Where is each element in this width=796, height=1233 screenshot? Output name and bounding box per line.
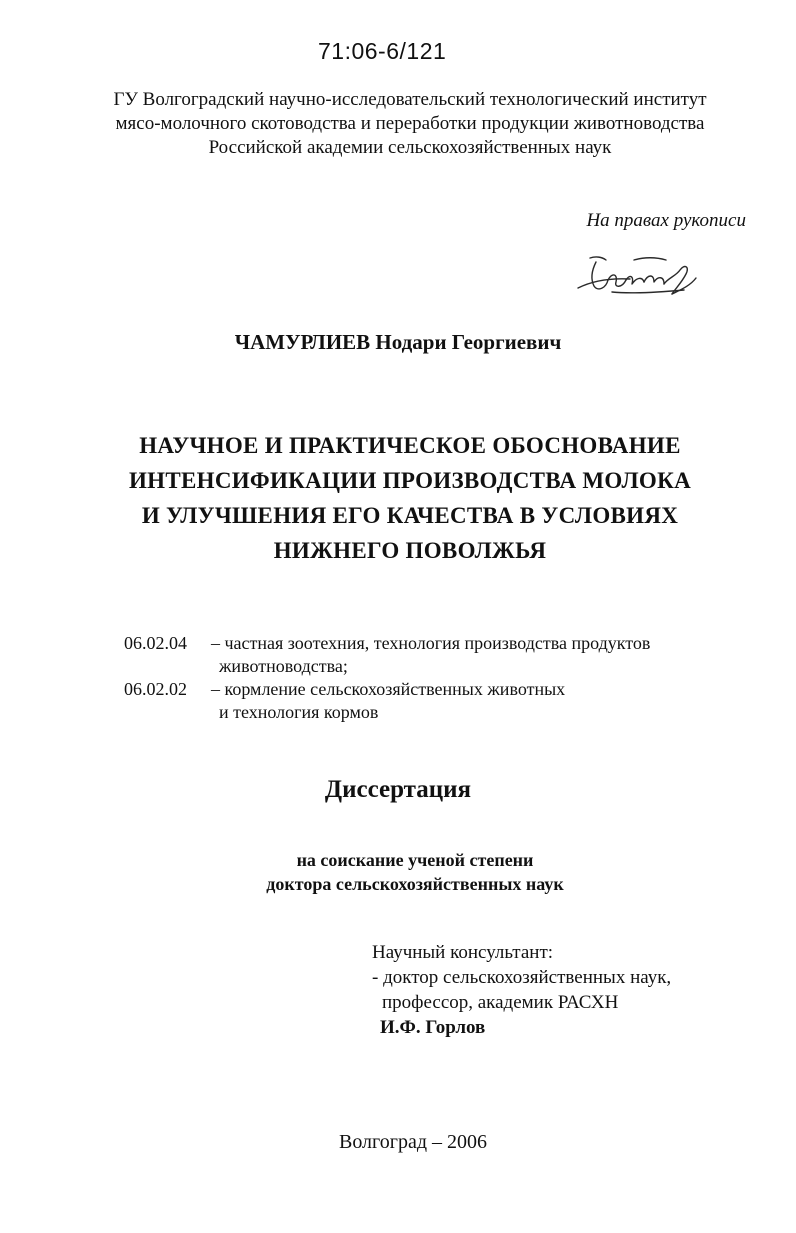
consultant-position: профессор, академик РАСХН (382, 992, 619, 1013)
title-line: ИНТЕНСИФИКАЦИИ ПРОИЗВОДСТВА МОЛОКА (128, 468, 691, 493)
specialty-description (211, 632, 724, 678)
degree-line: на соискание ученой степени (296, 850, 534, 870)
title-line: НАУЧНОЕ И ПРАКТИЧЕСКОЕ ОБОСНОВАНИЕ (139, 433, 681, 458)
title-line: И УЛУЧШЕНИЯ ЕГО КАЧЕСТВА В УСЛОВИЯХ (141, 503, 679, 528)
specialty-line: – частная зоотехния, технология производства продуктов (211, 633, 651, 653)
specialties-list (124, 632, 724, 724)
title-line: НИЖНЕГО ПОВОЛЖЬЯ (273, 538, 547, 563)
rights-note: На правах рукописи (586, 210, 746, 231)
consultant-label: Научный консультант: (372, 942, 554, 963)
dissertation-title (60, 428, 760, 568)
place-and-year: Волгоград – 2006 (338, 1131, 488, 1153)
consultant-degree: - доктор сельскохозяйственных наук, (372, 967, 672, 988)
document-type: Диссертация (324, 776, 472, 803)
specialty-line: животноводства; (219, 656, 348, 676)
specialty-code: 06.02.04 (124, 633, 187, 653)
specialty-item (124, 632, 724, 678)
scientific-consultant (372, 940, 752, 1040)
consultant-name: И.Ф. Горлов (380, 1017, 486, 1038)
degree-block (0, 848, 796, 896)
author-name: ЧАМУРЛИЕВ Нодари Георгиевич (234, 330, 562, 354)
degree-line: доктора сельскохозяйственных наук (266, 874, 564, 894)
specialty-code: 06.02.02 (124, 679, 187, 699)
organization-block (70, 88, 750, 160)
registry-code: 71:06-6/121 (318, 38, 447, 64)
specialty-description (211, 678, 724, 724)
specialty-line: и технология кормов (219, 702, 379, 722)
organization-line: Российской академии сельскохозяйственных наук (208, 137, 612, 158)
specialty-line: – кормление сельскохозяйственных животных (211, 679, 566, 699)
specialty-item (124, 678, 724, 724)
organization-line: ГУ Волгоградский научно-исследовательский технологический институт (113, 89, 707, 110)
organization-line: мясо-молочного скотоводства и переработки продукции животноводства (115, 113, 705, 134)
handwritten-signature-icon (572, 248, 702, 304)
